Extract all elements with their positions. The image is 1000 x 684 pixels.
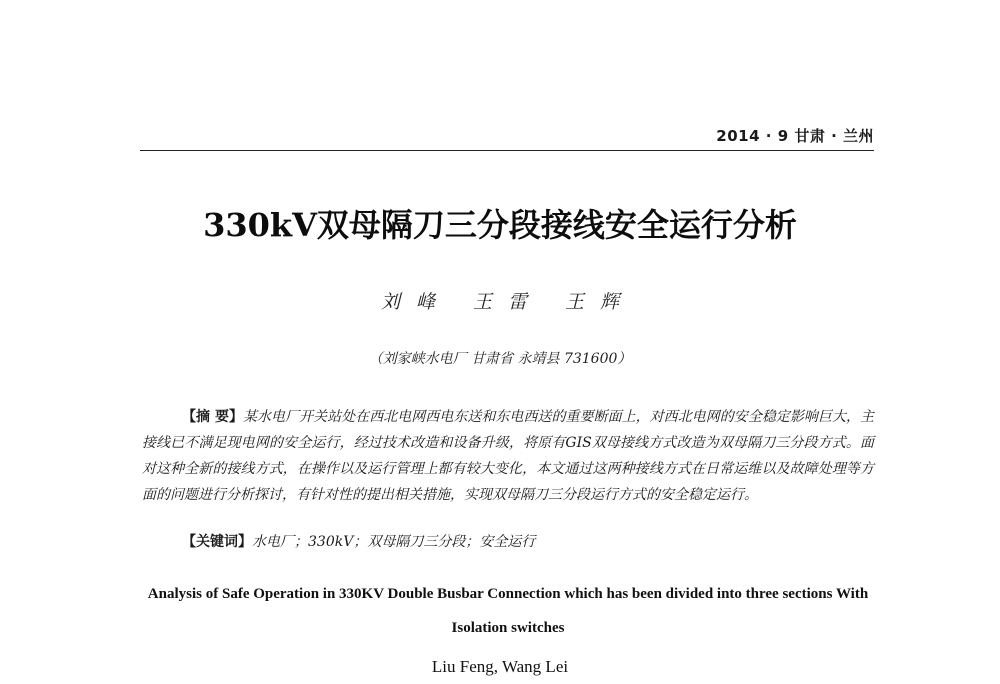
paper-title: 330kV双母隔刀三分段接线安全运行分析 xyxy=(203,206,797,244)
english-authors: Liu Feng, Wang Lei xyxy=(431,657,569,676)
keywords-label: 【关键词】 xyxy=(182,534,252,550)
abstract xyxy=(142,404,874,508)
author-list: 刘峰 王雷 王辉 xyxy=(380,291,636,313)
affiliation: （刘家峡水电厂 甘肃省 永靖县 731600） xyxy=(368,351,632,367)
keywords xyxy=(142,530,874,554)
english-title: Analysis of Safe Operation in 330KV Double Busbar Connection which has been divided into three sections With Isolation switches xyxy=(147,586,869,636)
running-header xyxy=(140,124,874,151)
keywords-text: 水电厂；330kV；双母隔刀三分段；安全运行 xyxy=(252,534,536,550)
issue-location: 2014 · 9 甘肃 · 兰州 xyxy=(716,127,874,145)
abstract-label: 【摘 要】 xyxy=(182,409,243,425)
abstract-text: 某水电厂开关站处在西北电网西电东送和东电西送的重要断面上，对西北电网的安全稳定影响巨大，主接线已不满足现电网的安全运行，经过技术改造和设备升级，将原有GIS双母接线方式改造为双母隔刀三分段方式。面对这种全新的接线方式，在操作以及运行管理上都有较大变化，本文通过这两种接线方式在日常运维以及故障处理等方面的问题进行分析探讨，有针对性的提出相关措施，实现双母隔刀三分段运行方式的安全稳定运行。 xyxy=(142,409,875,503)
